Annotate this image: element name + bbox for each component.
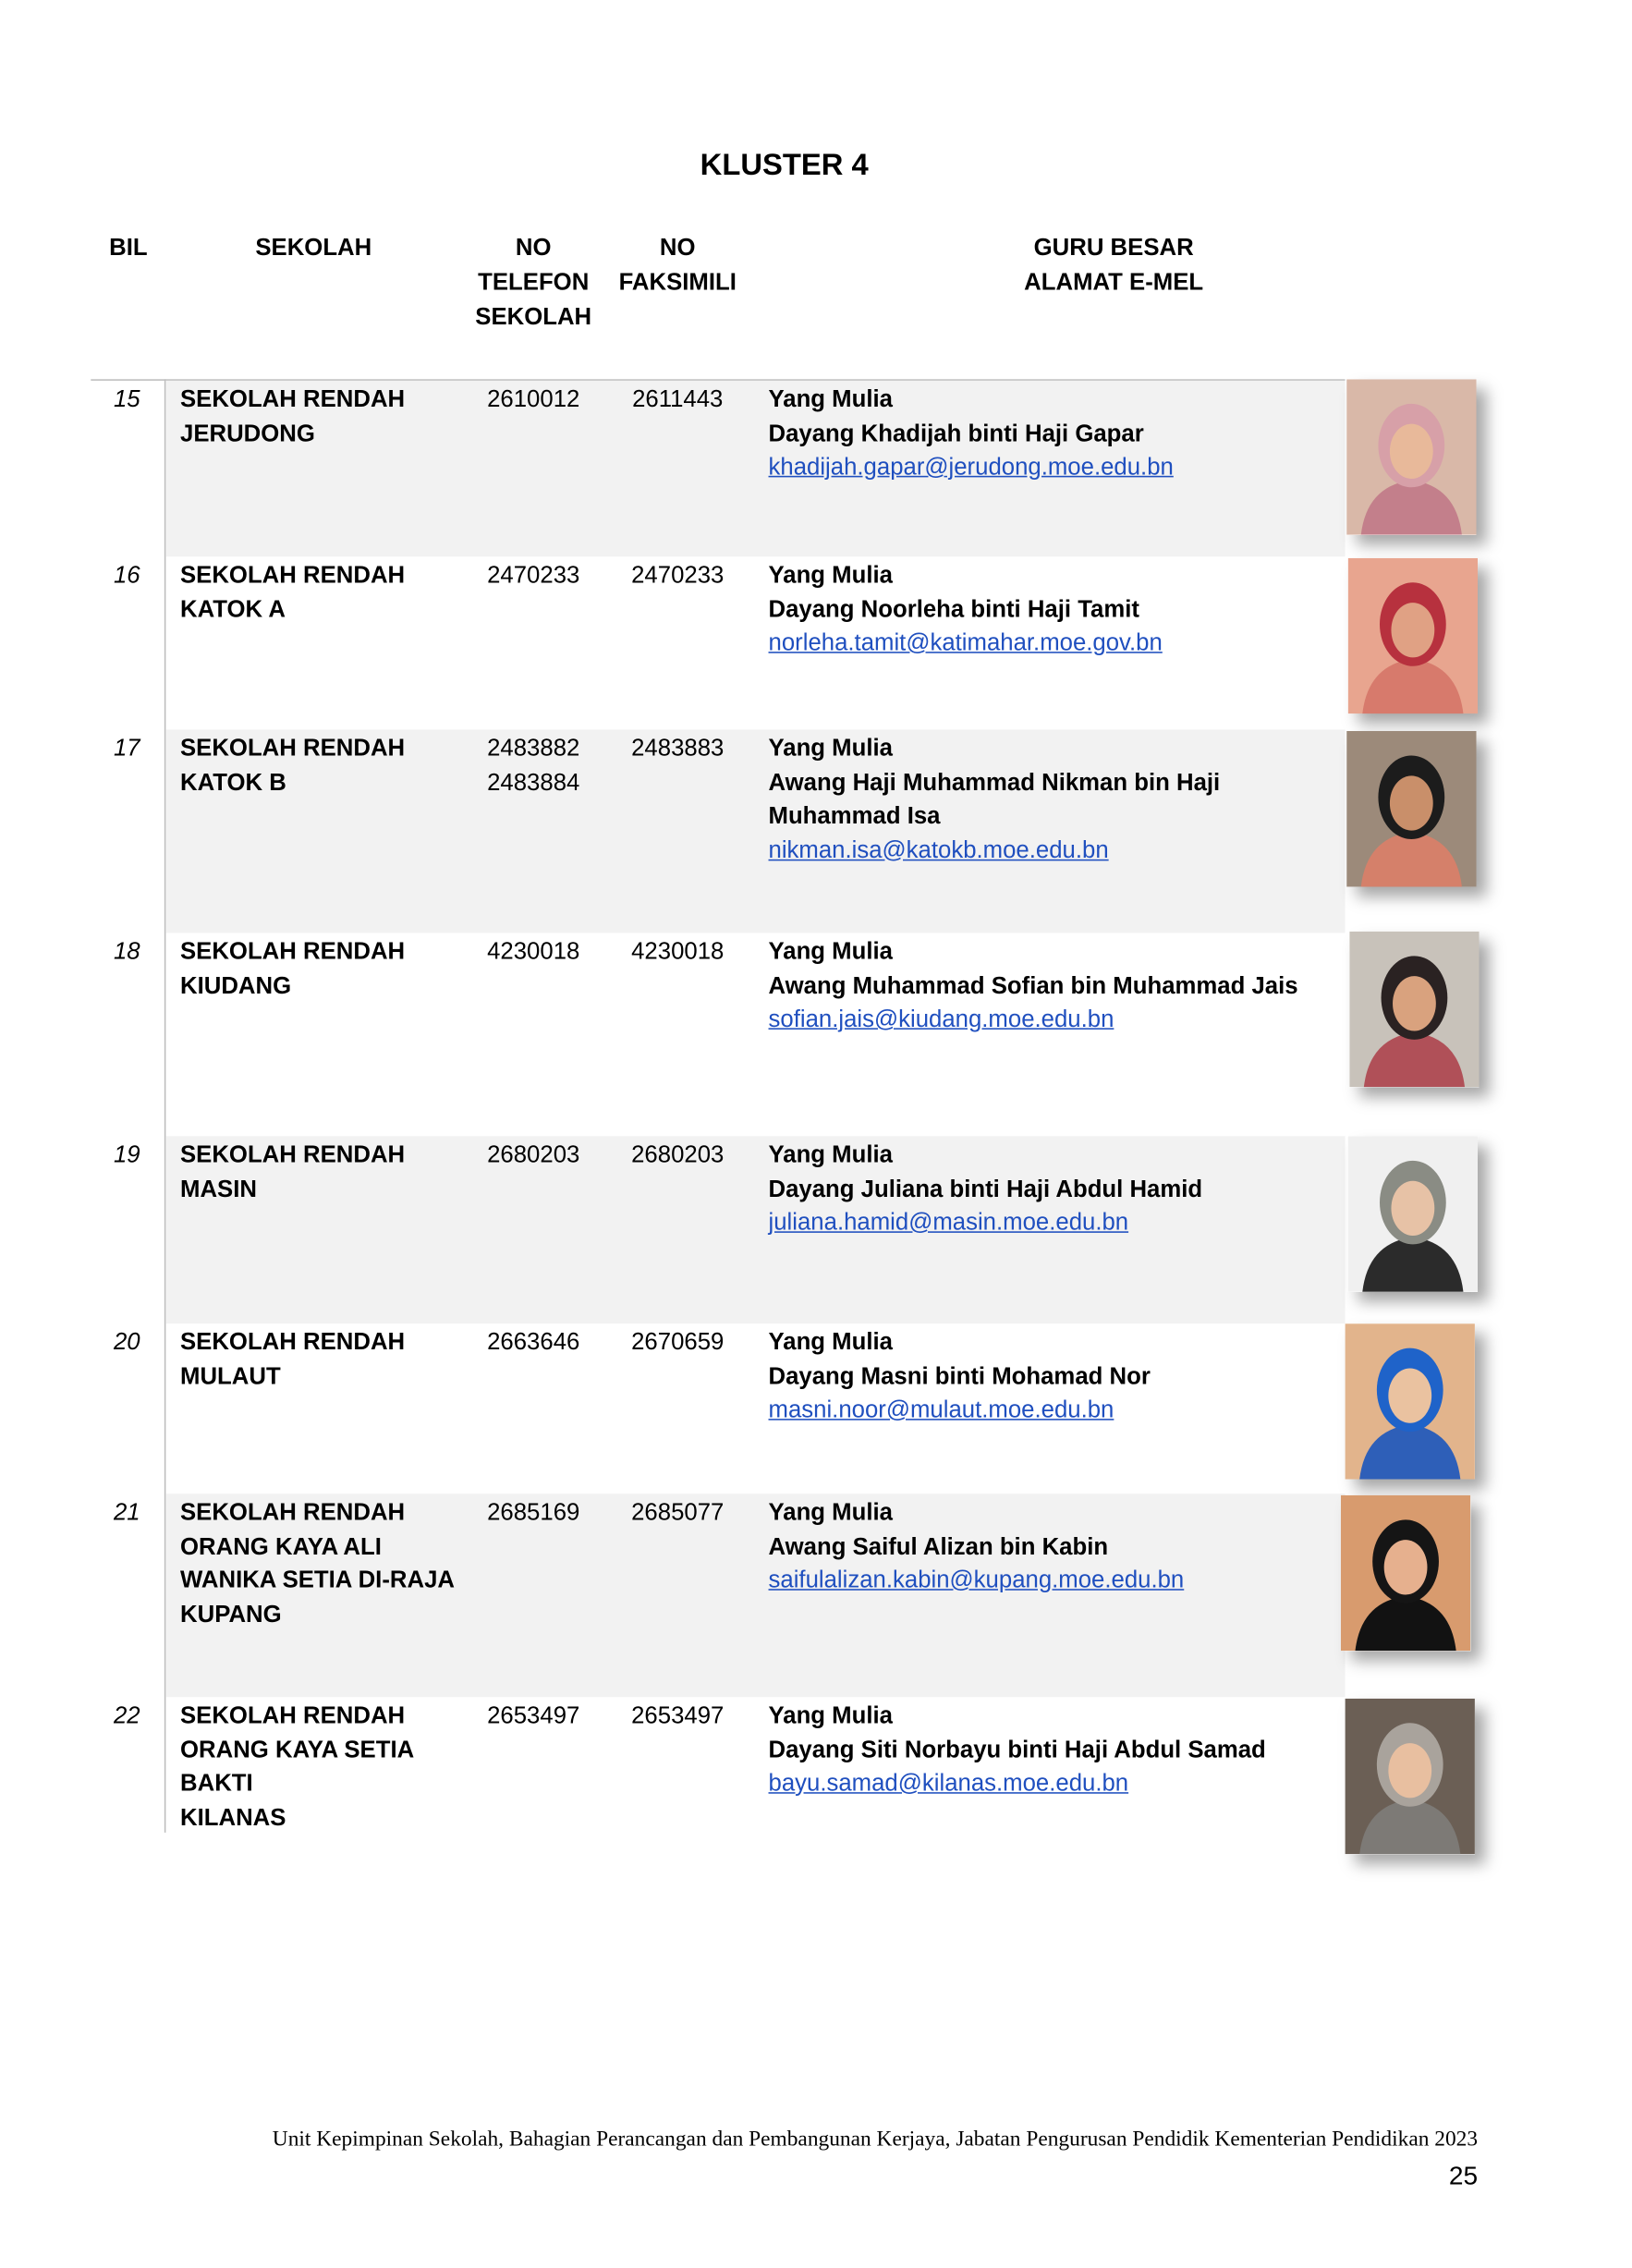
headmaster-name: Awang Saiful Alizan bin Kabin <box>768 1533 1109 1560</box>
headmaster-info <box>769 1700 1338 1801</box>
school-name-line: KATOK B <box>180 769 286 796</box>
header-faksimili-line: FAKSIMILI <box>618 269 737 296</box>
headmaster-info <box>769 384 1338 485</box>
portrait-silhouette <box>1348 1136 1478 1291</box>
phone-number: 2653497 <box>487 1702 580 1729</box>
headmaster-email-link[interactable]: norleha.tamit@katimahar.moe.gov.bn <box>768 629 1163 656</box>
school-phone <box>461 935 605 969</box>
page-number: 25 <box>1448 2161 1479 2190</box>
headmaster-honorific: Yang Mulia <box>768 938 893 965</box>
phone-number: 2470233 <box>487 562 580 589</box>
headmaster-photo <box>1341 1495 1470 1651</box>
header-telefon-line: SEKOLAH <box>475 304 592 331</box>
header-telefon <box>461 231 605 335</box>
headmaster-photo <box>1348 558 1478 713</box>
school-name-line: SEKOLAH RENDAH <box>180 386 406 413</box>
school-name-line: SEKOLAH RENDAH <box>180 1702 406 1729</box>
school-fax: 2470233 <box>631 562 725 589</box>
phone-number: 2610012 <box>487 386 580 413</box>
school-fax: 2680203 <box>631 1141 725 1168</box>
portrait-silhouette <box>1346 1699 1475 1854</box>
headmaster-name: Dayang Noorleha binti Haji Tamit <box>768 596 1139 623</box>
school-name <box>180 1139 476 1206</box>
headmaster-info <box>769 1139 1338 1240</box>
school-name-line: ORANG KAYA SETIA <box>180 1737 415 1763</box>
school-phone <box>461 559 605 593</box>
headmaster-info <box>769 559 1338 661</box>
phone-number: 2663646 <box>487 1329 580 1356</box>
school-name-line: SEKOLAH RENDAH <box>180 562 406 589</box>
headmaster-honorific: Yang Mulia <box>768 1329 893 1356</box>
headmaster-honorific: Yang Mulia <box>768 562 893 589</box>
school-name-line: SEKOLAH RENDAH <box>180 938 406 965</box>
school-name <box>180 935 476 1003</box>
school-phone <box>461 1496 605 1530</box>
school-name <box>180 1700 476 1835</box>
school-name-line: BAKTI <box>180 1770 253 1797</box>
school-fax: 2611443 <box>632 386 724 413</box>
headmaster-email-link[interactable]: khadijah.gapar@jerudong.moe.edu.bn <box>768 454 1174 481</box>
header-faksimili-line: NO <box>659 235 696 262</box>
headmaster-name: Dayang Juliana binti Haji Abdul Hamid <box>768 1176 1203 1202</box>
school-name-line: SEKOLAH RENDAH <box>180 735 406 762</box>
portrait-silhouette <box>1349 932 1479 1087</box>
phone-number: 2680203 <box>487 1141 580 1168</box>
portrait-silhouette <box>1341 1495 1470 1651</box>
headmaster-photo <box>1346 379 1476 534</box>
header-telefon-line: TELEFON <box>478 269 590 296</box>
school-name-line: KIUDANG <box>180 972 292 999</box>
school-phone <box>461 733 605 800</box>
header-guru-line: ALAMAT E-MEL <box>1024 269 1204 296</box>
school-name-line: KATOK A <box>180 596 286 623</box>
headmaster-email-link[interactable]: saifulalizan.kabin@kupang.moe.edu.bn <box>768 1567 1185 1593</box>
phone-number: 2685169 <box>487 1499 580 1526</box>
school-fax: 2653497 <box>631 1702 725 1729</box>
footer-text: Unit Kepimpinan Sekolah, Bahagian Perancangan dan Pembangunan Kerjaya, Jabatan Pengurusan Pendidik Kementerian Pendidikan 2023 <box>272 2128 1479 2152</box>
headmaster-name: Dayang Siti Norbayu binti Haji Abdul Samad <box>768 1737 1266 1763</box>
headmaster-info <box>769 1496 1338 1598</box>
headmaster-photo <box>1349 932 1479 1087</box>
headmaster-honorific: Yang Mulia <box>768 386 893 413</box>
school-name-line: KUPANG <box>180 1601 282 1628</box>
headmaster-email-link[interactable]: sofian.jais@kiudang.moe.edu.bn <box>768 1006 1114 1033</box>
school-name-line: SEKOLAH RENDAH <box>180 1499 406 1526</box>
school-name <box>180 384 476 451</box>
phone-number: 4230018 <box>487 938 580 965</box>
phone-number: 2483882 <box>487 735 580 762</box>
school-name <box>180 559 476 627</box>
headmaster-email-link[interactable]: bayu.samad@kilanas.moe.edu.bn <box>768 1770 1129 1797</box>
portrait-silhouette <box>1346 731 1476 886</box>
row-number: 15 <box>113 386 140 413</box>
headmaster-email-link[interactable]: nikman.isa@katokb.moe.edu.bn <box>768 836 1109 863</box>
school-phone <box>461 1139 605 1173</box>
headmaster-honorific: Yang Mulia <box>768 1141 893 1168</box>
header-telefon-line: NO <box>515 235 552 262</box>
school-name-line: MASIN <box>180 1176 257 1202</box>
row-number: 17 <box>113 735 140 762</box>
school-name-line: JERUDONG <box>180 420 315 446</box>
headmaster-photo <box>1346 1323 1475 1479</box>
school-name-line: SEKOLAH RENDAH <box>180 1141 406 1168</box>
headmaster-info <box>769 1326 1338 1428</box>
school-fax: 2685077 <box>631 1499 725 1526</box>
school-fax: 4230018 <box>631 938 725 965</box>
row-number: 16 <box>113 562 140 589</box>
headmaster-info <box>769 935 1338 1037</box>
headmaster-email-link[interactable]: masni.noor@mulaut.moe.edu.bn <box>768 1396 1114 1423</box>
headmaster-photo <box>1346 1699 1475 1854</box>
headmaster-name: Dayang Khadijah binti Haji Gapar <box>768 420 1144 446</box>
row-number: 19 <box>113 1141 140 1168</box>
headmaster-honorific: Yang Mulia <box>768 735 893 762</box>
row-number: 20 <box>113 1329 140 1356</box>
portrait-silhouette <box>1346 379 1476 534</box>
headmaster-name: Awang Muhammad Sofian bin Muhammad Jais <box>768 972 1298 999</box>
school-name <box>180 1326 476 1394</box>
school-name-line: SEKOLAH RENDAH <box>180 1329 406 1356</box>
school-name <box>180 733 476 800</box>
headmaster-name: Dayang Masni binti Mohamad Nor <box>768 1363 1151 1390</box>
school-name <box>180 1496 476 1632</box>
header-sekolah: SEKOLAH <box>255 235 372 262</box>
school-name-line: KILANAS <box>180 1804 286 1831</box>
header-bil: BIL <box>109 235 148 262</box>
school-fax: 2670659 <box>631 1329 725 1356</box>
header-guru <box>894 231 1334 300</box>
row-number: 18 <box>113 938 140 965</box>
header-faksimili <box>605 231 749 300</box>
headmaster-photo <box>1348 1136 1478 1291</box>
headmaster-name: Awang Haji Muhammad Nikman bin Haji <box>768 769 1221 796</box>
row-number: 21 <box>113 1499 140 1526</box>
page-title: KLUSTER 4 <box>700 148 869 182</box>
school-fax: 2483883 <box>631 735 725 762</box>
headmaster-email-link[interactable]: juliana.hamid@masin.moe.edu.bn <box>768 1209 1129 1236</box>
school-phone <box>461 1326 605 1360</box>
school-name-line: ORANG KAYA ALI <box>180 1533 382 1560</box>
headmaster-honorific: Yang Mulia <box>768 1702 893 1729</box>
portrait-silhouette <box>1348 558 1478 713</box>
school-phone <box>461 1700 605 1734</box>
headmaster-photo <box>1346 731 1476 886</box>
portrait-silhouette <box>1346 1323 1475 1479</box>
school-phone <box>461 384 605 418</box>
school-name-line: MULAUT <box>180 1363 281 1390</box>
school-name-line: WANIKA SETIA DI-RAJA <box>180 1567 456 1593</box>
headmaster-info <box>769 733 1338 869</box>
headmaster-honorific: Yang Mulia <box>768 1499 893 1526</box>
row-number: 22 <box>113 1702 140 1729</box>
phone-number: 2483884 <box>487 769 580 796</box>
headmaster-name: Muhammad Isa <box>768 802 941 830</box>
header-guru-line: GURU BESAR <box>1033 235 1194 262</box>
